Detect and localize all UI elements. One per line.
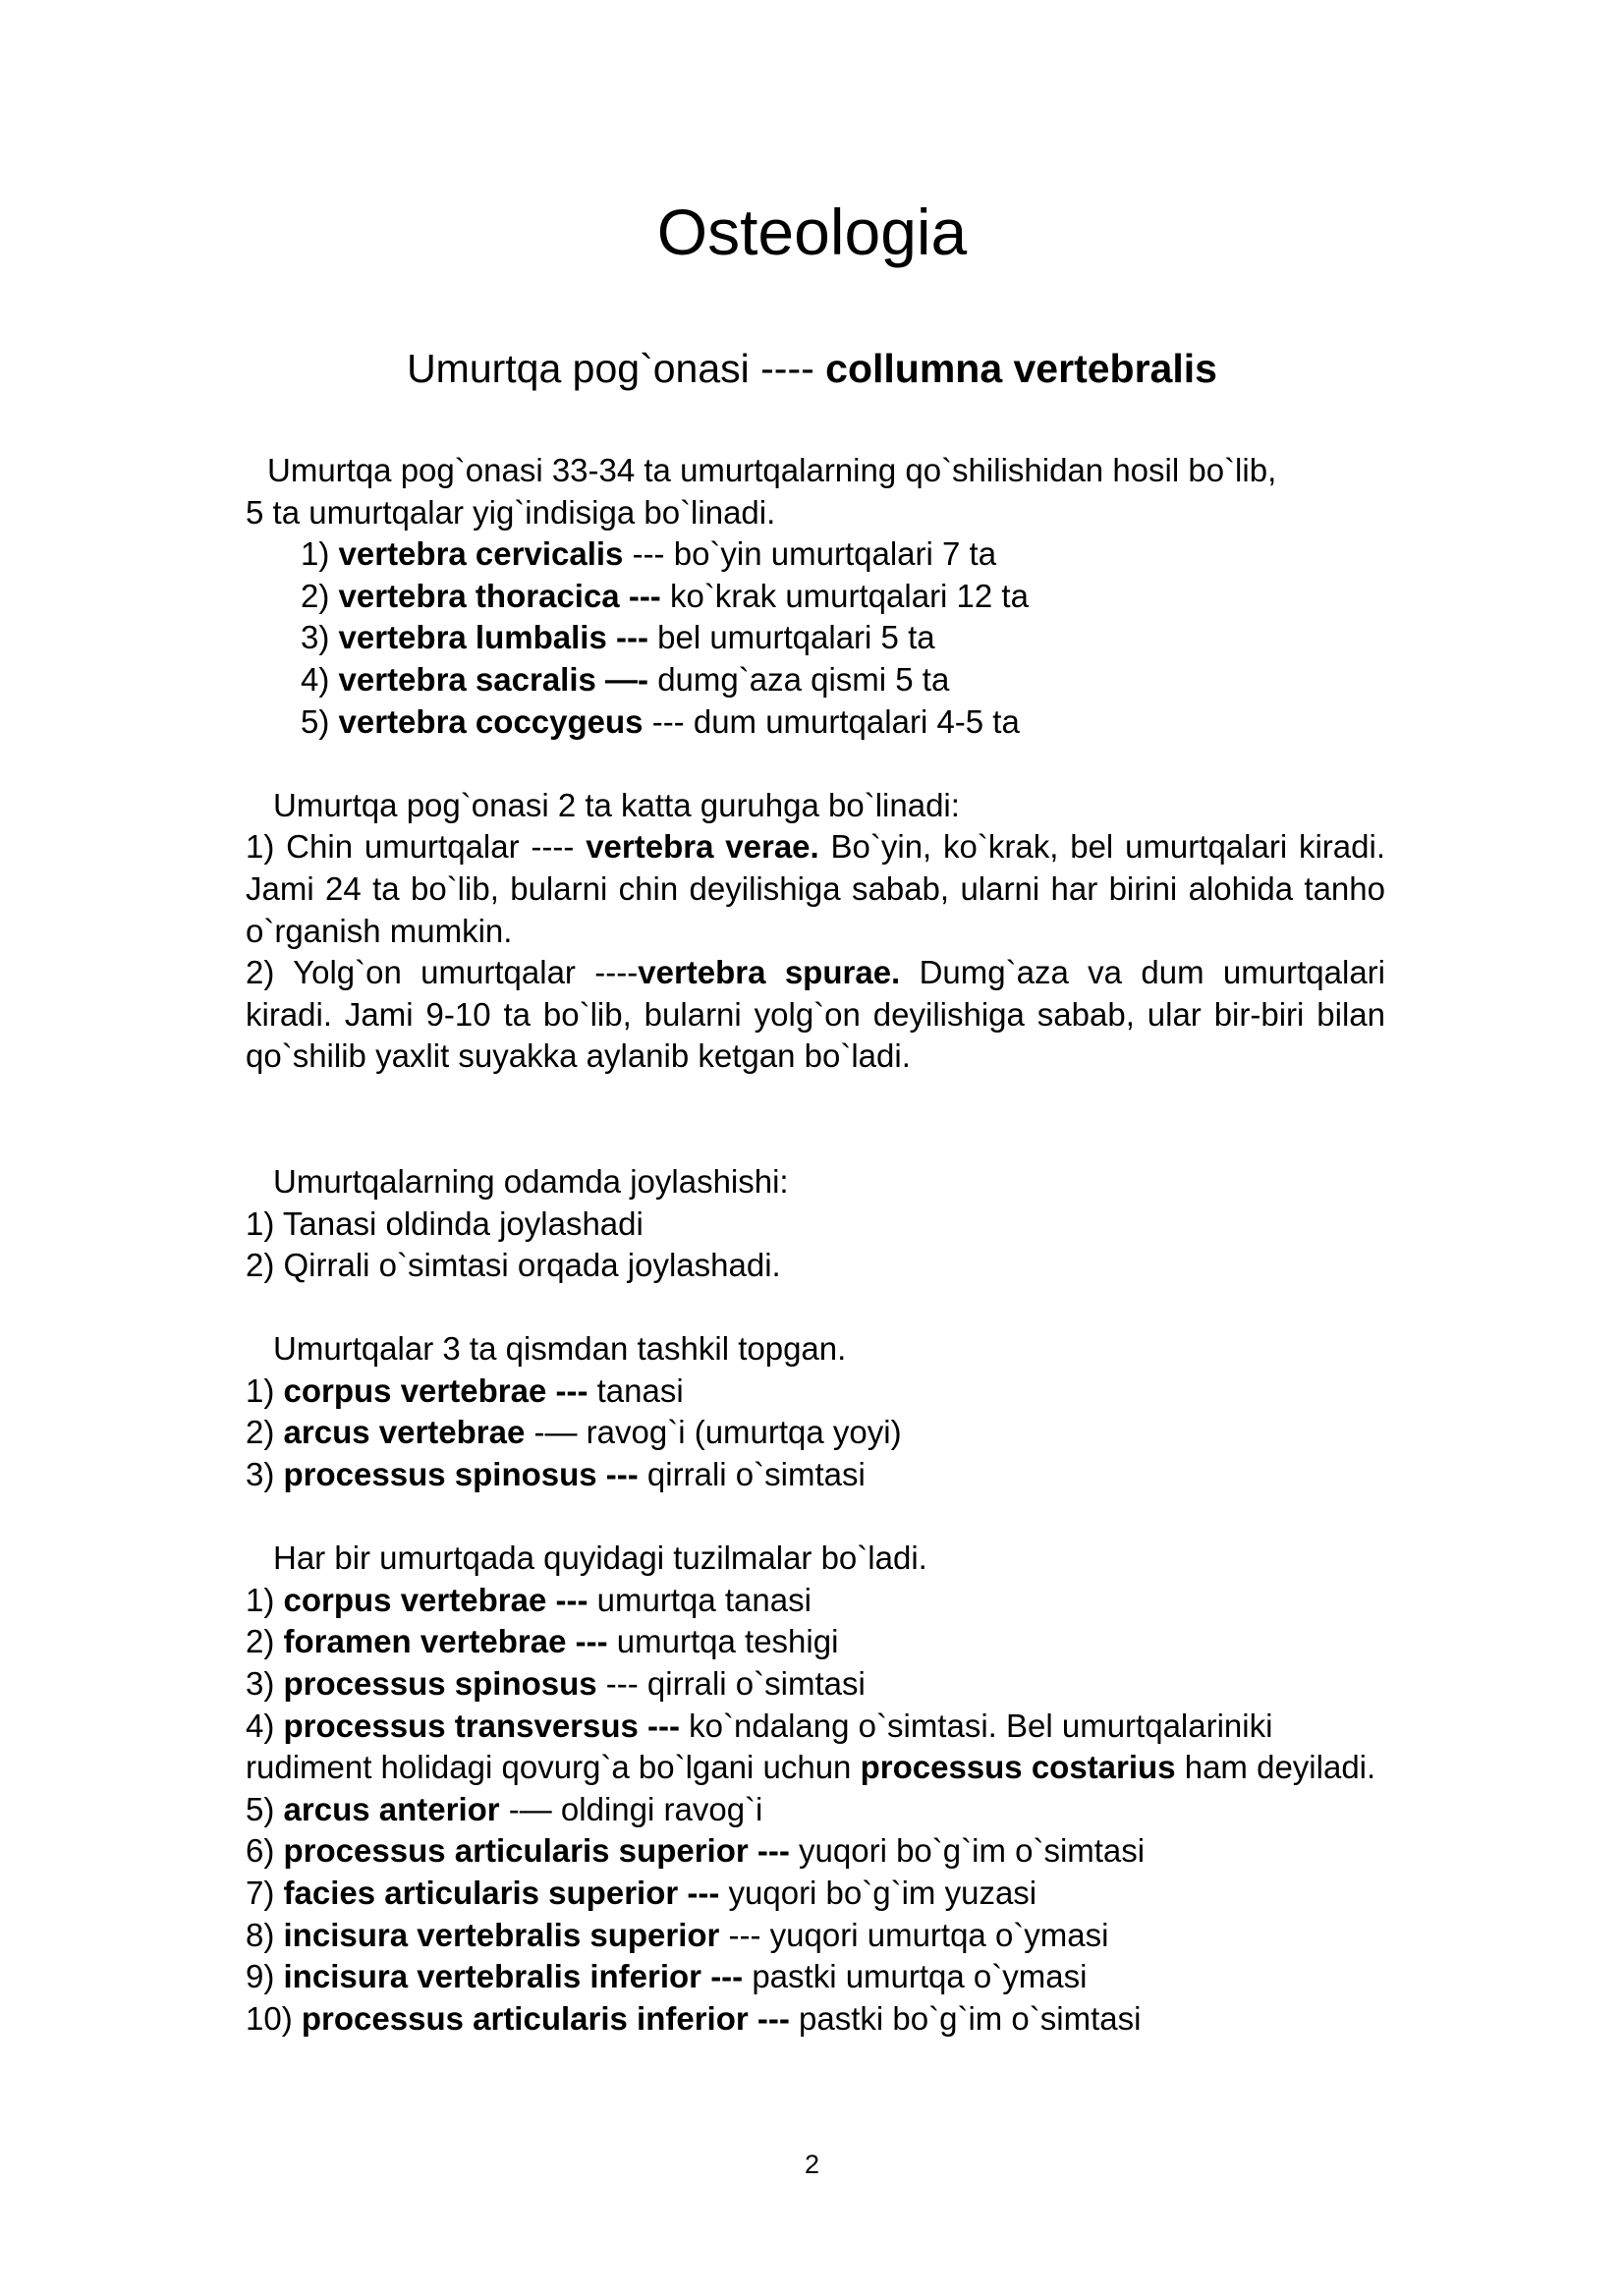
list-item: 6) processus articularis superior --- yuqori bo`g`im o`simtasi [246, 1832, 1146, 1870]
position-heading: Umurtqalarning odamda joylashishi: [273, 1162, 789, 1200]
list-item: 3) processus spinosus --- qirrali o`simtasi [246, 1665, 866, 1703]
page-number: 2 [804, 2150, 820, 2179]
document-body [246, 450, 1385, 2040]
latin-term: processus costarius [860, 1749, 1176, 1786]
list-item: 1) Tanasi oldinda joylashadi [246, 1204, 644, 1242]
spacer [246, 1496, 1385, 1539]
list-item: 2) Qirrali o`simtasi orqada joylashadi. [246, 1247, 781, 1284]
latin-term: vertebra sacralis —- [338, 660, 649, 698]
subtitle-latin-term: collumna vertebralis [825, 346, 1217, 391]
list-item: 5) arcus anterior -— oldingi ravog`i [246, 1790, 763, 1827]
spacer [246, 1078, 1385, 1161]
list-item: 2) Yolg`on umurtqalar ----vertebra spurae. Dumg`aza va dum umurtqalari kiradi. Jami 9-10 ta bo`lib, bularni yolg`on deyilishiga sabab, ular bir-biri bilan qo`shilib yaxlit suyakka aylanib ketgan bo`ladi. [246, 954, 1385, 1075]
list-item: 1) corpus vertebrae --- tanasi [246, 1372, 684, 1409]
intro-line-2: 5 ta umurtqalar yig`indisiga bo`linadi. [246, 493, 776, 531]
list-item: 3) vertebra lumbalis --- bel umurtqalari 5 ta [301, 619, 935, 656]
latin-term: foramen vertebrae --- [283, 1623, 608, 1660]
subtitle-text: Umurtqa pog`onasi ---- [407, 346, 826, 391]
latin-term: arcus vertebrae [283, 1414, 526, 1451]
section-subtitle [0, 342, 1624, 395]
latin-term: corpus vertebrae --- [283, 1372, 588, 1409]
latin-term: vertebra spurae. [638, 954, 901, 991]
latin-term: incisura vertebralis superior [283, 1916, 720, 1953]
list-item: 8) incisura vertebralis superior --- yuqori umurtqa o`ymasi [246, 1916, 1109, 1953]
intro-line-1: Umurtqa pog`onasi 33-34 ta umurtqalarning qo`shilishidan hosil bo`lib, [267, 452, 1277, 488]
list-item: 5) vertebra coccygeus --- dum umurtqalari 4-5 ta [301, 702, 1020, 740]
latin-term: arcus anterior [283, 1790, 500, 1827]
latin-term: processus spinosus [283, 1665, 597, 1703]
list-item: 1) Chin umurtqalar ---- vertebra verae. Bo`yin, ko`krak, bel umurtqalari kiradi. Jami 24 ta bo`lib, bularni chin deyilishiga sabab, ularni har birini alohida tanho o`rganish mumkin. [246, 828, 1385, 949]
latin-term: vertebra cervicalis [338, 535, 624, 573]
list-item: 2) foramen vertebrae --- umurtqa teshigi [246, 1623, 839, 1660]
list-item: 10) processus articularis inferior --- pastki bo`g`im o`simtasi [246, 1999, 1142, 2037]
latin-term: vertebra verae. [586, 828, 819, 866]
latin-term: vertebra lumbalis --- [338, 619, 648, 656]
list-item: 1) corpus vertebrae --- umurtqa tanasi [246, 1581, 812, 1618]
structures-heading: Har bir umurtqada quyidagi tuzilmalar bo`ladi. [273, 1540, 927, 1577]
spacer [246, 743, 1385, 785]
latin-term: incisura vertebralis inferior --- [283, 1958, 744, 1995]
latin-term: corpus vertebrae --- [283, 1581, 588, 1618]
latin-term: processus spinosus --- [283, 1456, 639, 1493]
list-item: 2) arcus vertebrae -— ravog`i (umurtqa yoyi) [246, 1414, 902, 1451]
list-item: 2) vertebra thoracica --- ko`krak umurtqalari 12 ta [301, 577, 1029, 614]
list-item: 9) incisura vertebralis inferior --- pastki umurtqa o`ymasi [246, 1958, 1088, 1995]
list-item: 7) facies articularis superior --- yuqori bo`g`im yuzasi [246, 1875, 1037, 1911]
latin-term: processus transversus --- [283, 1707, 681, 1744]
list-item: 4) vertebra sacralis —- dumg`aza qismi 5 ta [301, 660, 950, 698]
parts-heading: Umurtqalar 3 ta qismdan tashkil topgan. [273, 1330, 847, 1368]
latin-term: processus articularis inferior --- [301, 1999, 790, 2037]
list-item: 3) processus spinosus --- qirrali o`simtasi [246, 1456, 866, 1493]
big-groups-heading: Umurtqa pog`onasi 2 ta katta guruhga bo`linadi: [273, 786, 960, 823]
spacer [246, 1287, 1385, 1329]
latin-term: facies articularis superior --- [283, 1875, 720, 1911]
latin-term: vertebra thoracica --- [338, 577, 661, 614]
list-item: 4) processus transversus --- ko`ndalang o`simtasi. Bel umurtqalariniki rudiment holidagi qovurg`a bo`lgani uchun processus costarius ham deyiladi. [246, 1707, 1376, 1786]
latin-term: processus articularis superior --- [283, 1832, 790, 1870]
list-item: 1) vertebra cervicalis --- bo`yin umurtqalari 7 ta [301, 535, 997, 573]
page-title: Osteologia [656, 196, 968, 268]
latin-term: vertebra coccygeus [338, 702, 644, 740]
vertebra-groups-list [246, 533, 1385, 743]
